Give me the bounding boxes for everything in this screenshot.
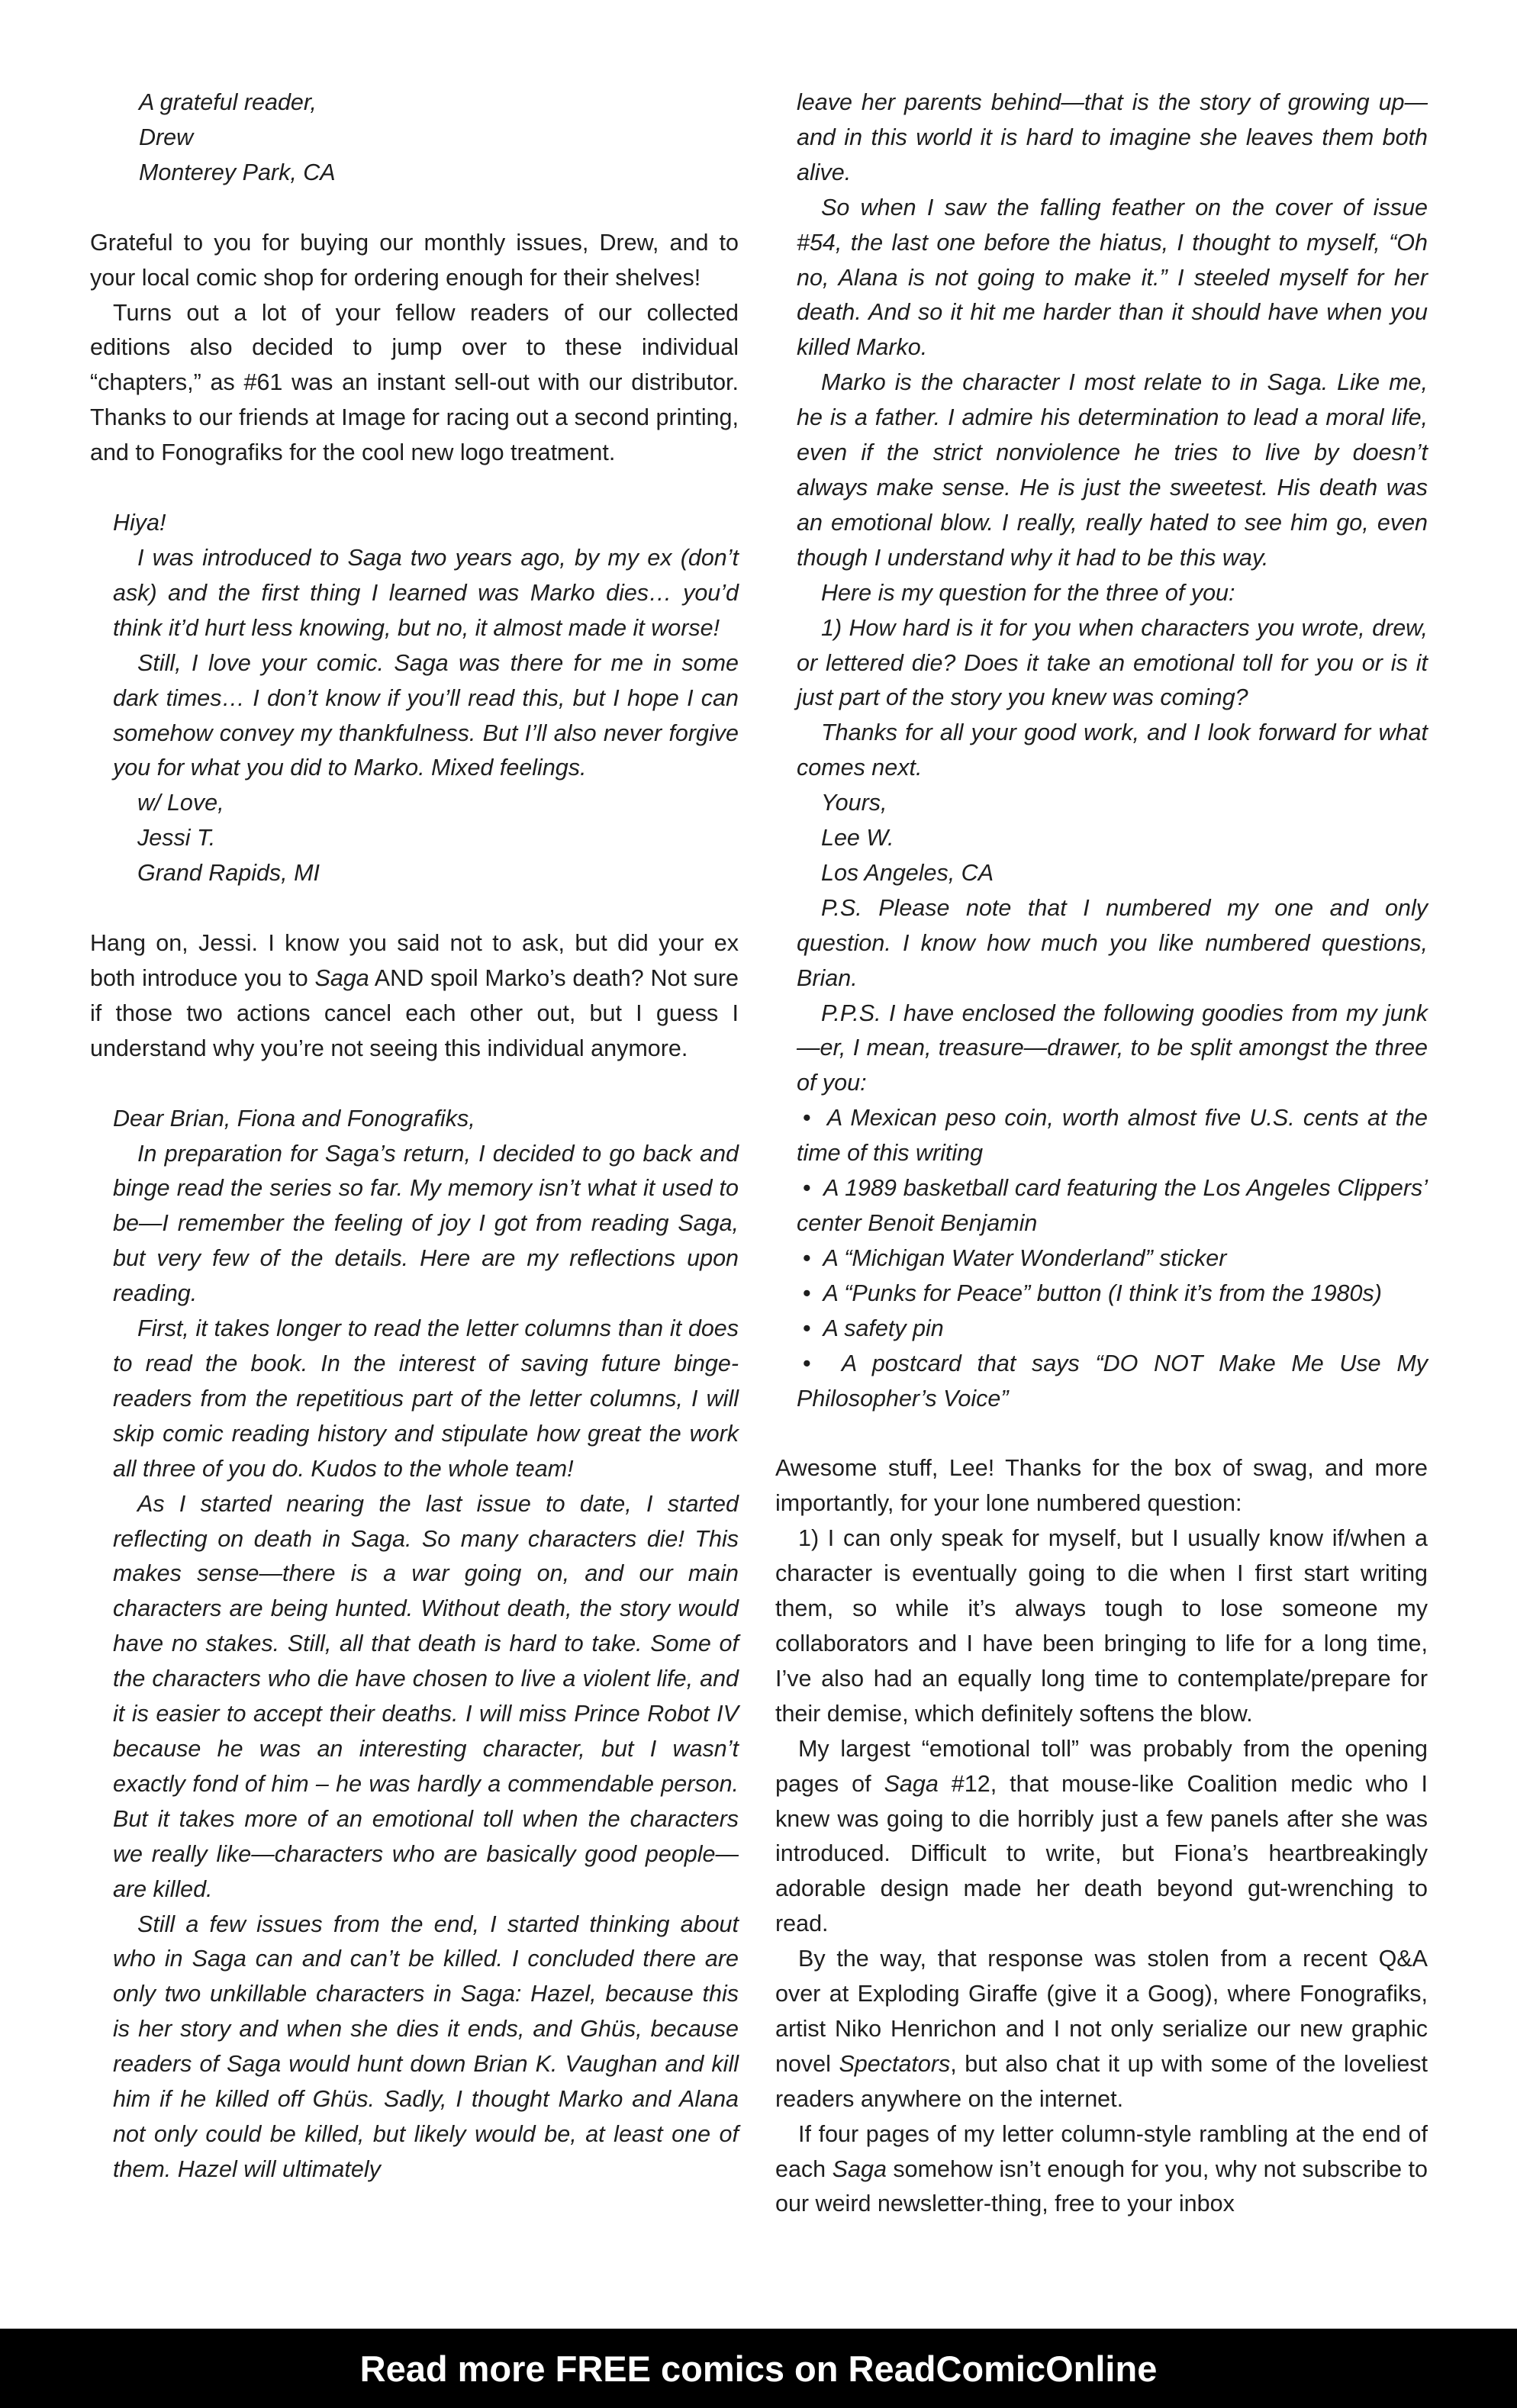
letter-paragraph: P.P.S. I have enclosed the following goodies from my junk—er, I mean, treasure—drawer, to be split amongst the three of you: <box>797 1000 1428 1096</box>
letter-paragraph: So when I saw the falling feather on the cover of issue #54, the last one before the hiatus, I thought to myself, “Oh no, Alana is not going to make it.” I steeled myself for her death. And so it hit me harder than it should have when you killed Marko. <box>797 194 1428 361</box>
bullet-icon: • <box>803 1280 811 1306</box>
goodie-list-item: • A “Punks for Peace” button (I think it’s from the 1980s) <box>803 1280 1382 1306</box>
signoff-line: Drew <box>139 124 194 150</box>
letter-paragraph: As I started nearing the last issue to date, I started reflecting on death in Saga. So many characters die! This makes sense—there is a war going on, and our main characters are being hunted. Without death, the story would have no stakes. Still, all that death is hard to take. Some of the characters who die have chosen to live a violent life, and it is easier to accept their deaths. I will miss Prince Robot IV because he was an interesting character, but I wasn’t exactly fond of him – he was hardly a commendable person. But it takes more of an emotional toll when the characters we really like—characters who are basically good people—are killed. <box>113 1490 739 1902</box>
reply-paragraph: If four pages of my letter column-style rambling at the end of each Saga somehow isn’t enough for you, why not subscribe to our weird newsletter-thing, free to your inbox <box>775 2120 1428 2217</box>
letter-greeting: Hiya! <box>113 510 166 536</box>
bullet-icon: • <box>803 1105 811 1132</box>
signoff-line: A grateful reader, <box>139 89 317 115</box>
letter-paragraph: P.S. Please note that I numbered my one and only question. I know how much you like numbered questions, Brian. <box>797 894 1428 991</box>
lee-letter-part2 <box>775 85 1428 1416</box>
signoff-line: Lee W. <box>821 825 894 851</box>
letter-paragraph: Still a few issues from the end, I started thinking about who in Saga can and can’t be killed. I concluded there are only two unkillable characters in Saga: Hazel, because this is her story and when she dies it ends, and Ghüs, because readers of Saga would hunt down Brian K. Vaughan and kill him if he killed off Ghüs. Sadly, I thought Marko and Alana not only could be killed, but likely would be, at least one of them. Hazel will ultimately <box>113 1911 739 2182</box>
signoff-line: Monterey Park, CA <box>139 159 336 185</box>
book-title: Saga <box>832 2155 887 2182</box>
reply-to-lee <box>775 1451 1428 2222</box>
letter-paragraph: Here is my question for the three of you: <box>821 579 1235 606</box>
reply-paragraph: Hang on, Jessi. I know you said not to ask, but did your ex both introduce you to Saga AND spoil Marko’s death? Not sure if those two actions cancel each other out, but I guess I understand why you’re not seeing this individual anymore. <box>90 930 739 1061</box>
letter-paragraph: leave her parents behind—that is the story of growing up—and in this world it is hard to imagine she leaves them both alive. <box>797 89 1428 185</box>
letter-paragraph: In preparation for Saga’s return, I decided to go back and binge read the series so far. My memory isn’t what it used to be—I remember the feeling of joy I got from reading Saga, but very few of the details. Here are my reflections upon reading. <box>113 1140 739 1307</box>
left-column <box>90 85 739 2187</box>
letter-paragraph: First, it takes longer to read the letter columns than it does to read the book. In the interest of saving future binge-readers from the repetitious part of the letter columns, I will skip comic reading history and stipulate how great the work all three of you do. Kudos to the whole team! <box>113 1315 739 1482</box>
book-title: Spectators <box>839 2050 951 2077</box>
drew-signoff <box>90 85 739 191</box>
book-title: Saga <box>884 1770 939 1797</box>
reply-to-drew <box>90 226 739 471</box>
reply-to-jessi <box>90 926 739 1067</box>
reply-paragraph: Turns out a lot of your fellow readers of our collected editions also decided to jump over to these individual “chapters,” as #61 was an instant sell-out with our distributor. Thanks to our friends at Image for racing out a second printing, and to Fonografiks for the cool new logo treatment. <box>90 299 739 466</box>
right-column <box>775 85 1428 2222</box>
signoff-line: Jessi T. <box>137 825 216 851</box>
letter-paragraph: I was introduced to Saga two years ago, by my ex (don’t ask) and the first thing I learned was Marko dies… you’d think it’d hurt less knowing, but no, it almost made it worse! <box>113 544 739 641</box>
bullet-icon: • <box>803 1315 811 1341</box>
book-title: Saga <box>314 964 369 991</box>
goodie-list-item: • A postcard that says “DO NOT Make Me Use My Philosopher’s Voice” <box>797 1350 1428 1412</box>
letter-paragraph: Still, I love your comic. Saga was there for me in some dark times… I don’t know if you’ll read this, but I hope I can somehow convey my thankfulness. But I’ll also never forgive you for what you did to Marko. Mixed feelings. <box>113 649 739 781</box>
footer-banner-text[interactable]: Read more FREE comics on ReadComicOnline <box>359 2348 1158 2389</box>
bullet-icon: • <box>803 1244 811 1271</box>
reply-paragraph: Grateful to you for buying our monthly issues, Drew, and to your local comic shop for ordering enough for their shelves! <box>90 229 739 291</box>
jessi-letter <box>90 506 739 891</box>
bullet-icon: • <box>803 1175 811 1202</box>
reply-paragraph: 1) I can only speak for myself, but I usually know if/when a character is eventually going to die when I first start writing them, so while it’s always tough to lose someone my collaborators and I have been bringing to life for a long time, I’ve also had an equally long time to contemplate/prepare for their demise, which definitely softens the blow. <box>775 1525 1428 1727</box>
reply-paragraph: Awesome stuff, Lee! Thanks for the box of swag, and more importantly, for your lone numbered question: <box>775 1455 1428 1517</box>
footer-banner[interactable] <box>0 2329 1517 2408</box>
letter-greeting: Dear Brian, Fiona and Fonografiks, <box>113 1105 475 1132</box>
bullet-icon: • <box>803 1350 811 1376</box>
goodie-list-item: • A safety pin <box>803 1315 944 1341</box>
lee-letter-part1 <box>90 1102 739 2187</box>
letter-paragraph: Marko is the character I most relate to in Saga. Like me, he is a father. I admire his determination to lead a moral life, even if the strict nonviolence he tries to live by doesn’t always make sense. He is just the sweetest. His death was an emotional blow. I really, really hated to see him go, even though I understand why it had to be this way. <box>797 369 1428 571</box>
reply-paragraph: My largest “emotional toll” was probably from the opening pages of Saga #12, that mouse-like Coalition medic who I knew was going to die horribly just a few panels after she was introduced. Difficult to write, but Fiona’s heartbreakingly adorable design made her death beyond gut-wrenching to read. <box>775 1735 1428 1937</box>
signoff-line: Grand Rapids, MI <box>137 860 320 887</box>
goodie-list-item: • A 1989 basketball card featuring the Los Angeles Clippers’ center Benoit Benjamin <box>797 1175 1428 1236</box>
signoff-line: w/ Love, <box>137 790 224 816</box>
letter-paragraph: Thanks for all your good work, and I look forward for what comes next. <box>797 720 1428 781</box>
goodie-list-item: • A Mexican peso coin, worth almost five U.S. cents at the time of this writing <box>797 1105 1428 1167</box>
signoff-line: Los Angeles, CA <box>821 859 994 886</box>
letter-paragraph: 1) How hard is it for you when characters you wrote, drew, or lettered die? Does it take an emotional toll for you or is it just part of the story you knew was coming? <box>797 614 1428 711</box>
signoff-line: Yours, <box>821 790 887 816</box>
reply-paragraph: By the way, that response was stolen from a recent Q&A over at Exploding Giraffe (give it a Goog), where Fonografiks, artist Niko Henrichon and I not only serialize our new graphic novel Spectators, but also chat it up with some of the loveliest readers anywhere on the internet. <box>775 1946 1428 2112</box>
goodie-list-item: • A “Michigan Water Wonderland” sticker <box>803 1244 1227 1271</box>
